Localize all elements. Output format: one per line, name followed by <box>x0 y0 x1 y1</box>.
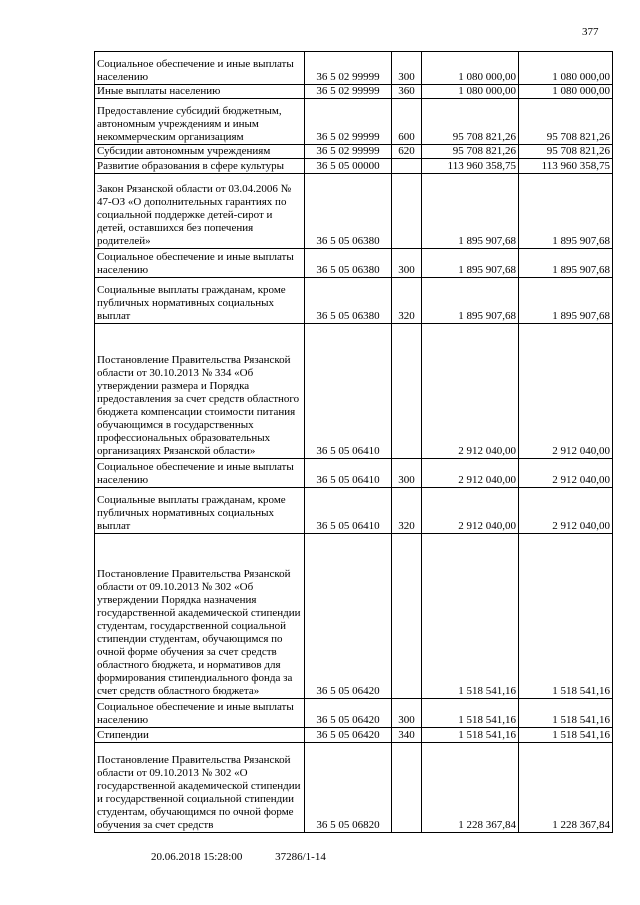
row-sum-1: 1 518 541,16 <box>422 728 519 743</box>
row-code: 36 5 05 06380 <box>305 174 392 249</box>
row-code: 36 5 05 06410 <box>305 488 392 534</box>
row-sum-1: 95 708 821,26 <box>422 99 519 145</box>
table-row <box>95 324 613 459</box>
table-row <box>95 699 613 728</box>
row-code: 36 5 05 06420 <box>305 728 392 743</box>
row-code: 36 5 02 99999 <box>305 52 392 85</box>
table-row <box>95 52 613 85</box>
row-name: Постановление Правительства Рязанской области от 30.10.2013 № 334 «Об утверждении размера и Порядка предоставления за счет средств областного бюджета компенсации стоимости питания обучающимся в государственных профессиональных образовательных организациях Рязанской области» <box>95 324 305 459</box>
row-name: Постановление Правительства Рязанской области от 09.10.2013 № 302 «О государственной академической стипендии и государственной социальной стипендии студентам, обучающимся по очной форме обучения за счет средств <box>95 743 305 833</box>
table-row <box>95 488 613 534</box>
row-sum-1: 95 708 821,26 <box>422 145 519 159</box>
row-name: Закон Рязанской области от 03.04.2006 № 47-ОЗ «О дополнительных гарантиях по социальной поддержке детей-сирот и детей, оставшихся без попечения родителей» <box>95 174 305 249</box>
row-code: 36 5 05 00000 <box>305 159 392 174</box>
table-row <box>95 534 613 699</box>
row-sum-2: 2 912 040,00 <box>519 488 613 534</box>
table-row <box>95 278 613 324</box>
row-name: Социальные выплаты гражданам, кроме публичных нормативных социальных выплат <box>95 278 305 324</box>
row-expense-type: 320 <box>392 488 422 534</box>
row-name: Постановление Правительства Рязанской области от 09.10.2013 № 302 «Об утверждении Порядка назначения государственной академической стипендии студентам, государственной социальной стипендии студентам, обучающимся по очной форме обучения за счет средств областного бюджета, и нормативов для формирования стипендиального фонда за счет средств областного бюджета» <box>95 534 305 699</box>
row-expense-type: 600 <box>392 99 422 145</box>
table-row <box>95 99 613 145</box>
row-sum-1: 1 518 541,16 <box>422 699 519 728</box>
row-sum-2: 1 228 367,84 <box>519 743 613 833</box>
row-code: 36 5 05 06380 <box>305 249 392 278</box>
row-code: 36 5 05 06410 <box>305 459 392 488</box>
row-code: 36 5 05 06820 <box>305 743 392 833</box>
row-expense-type: 340 <box>392 728 422 743</box>
row-name: Иные выплаты населению <box>95 85 305 99</box>
table-row <box>95 249 613 278</box>
row-sum-1: 1 895 907,68 <box>422 249 519 278</box>
row-expense-type: 300 <box>392 699 422 728</box>
row-sum-2: 1 518 541,16 <box>519 699 613 728</box>
row-sum-2: 113 960 358,75 <box>519 159 613 174</box>
row-sum-2: 1 895 907,68 <box>519 174 613 249</box>
row-name: Стипендии <box>95 728 305 743</box>
row-name: Социальное обеспечение и иные выплаты населению <box>95 52 305 85</box>
row-sum-2: 1 895 907,68 <box>519 278 613 324</box>
page-footer <box>151 851 326 863</box>
row-sum-2: 1 518 541,16 <box>519 728 613 743</box>
row-sum-2: 2 912 040,00 <box>519 459 613 488</box>
row-sum-1: 1 895 907,68 <box>422 278 519 324</box>
row-name: Социальные выплаты гражданам, кроме публичных нормативных социальных выплат <box>95 488 305 534</box>
row-expense-type: 360 <box>392 85 422 99</box>
row-expense-type: 300 <box>392 459 422 488</box>
row-sum-1: 2 912 040,00 <box>422 488 519 534</box>
row-sum-2: 95 708 821,26 <box>519 99 613 145</box>
table-row <box>95 85 613 99</box>
row-code: 36 5 05 06380 <box>305 278 392 324</box>
row-sum-2: 1 895 907,68 <box>519 249 613 278</box>
row-name: Развитие образования в сфере культуры <box>95 159 305 174</box>
row-name: Предоставление субсидий бюджетным, автономным учреждениям и иным некоммерческим организациям <box>95 99 305 145</box>
budget-table-body <box>95 52 613 833</box>
row-code: 36 5 05 06420 <box>305 699 392 728</box>
row-expense-type: 620 <box>392 145 422 159</box>
row-expense-type <box>392 324 422 459</box>
row-sum-2: 2 912 040,00 <box>519 324 613 459</box>
row-expense-type: 300 <box>392 52 422 85</box>
row-expense-type <box>392 159 422 174</box>
row-sum-1: 1 228 367,84 <box>422 743 519 833</box>
row-sum-1: 1 080 000,00 <box>422 52 519 85</box>
row-sum-2: 1 518 541,16 <box>519 534 613 699</box>
row-expense-type: 300 <box>392 249 422 278</box>
table-row <box>95 174 613 249</box>
row-sum-1: 1 080 000,00 <box>422 85 519 99</box>
row-code: 36 5 05 06420 <box>305 534 392 699</box>
table-row <box>95 743 613 833</box>
table-row <box>95 728 613 743</box>
row-expense-type <box>392 534 422 699</box>
row-sum-1: 1 895 907,68 <box>422 174 519 249</box>
footer-datetime: 20.06.2018 15:28:00 <box>151 851 243 863</box>
row-code: 36 5 02 99999 <box>305 145 392 159</box>
row-sum-1: 1 518 541,16 <box>422 534 519 699</box>
row-code: 36 5 02 99999 <box>305 99 392 145</box>
row-code: 36 5 02 99999 <box>305 85 392 99</box>
row-expense-type: 320 <box>392 278 422 324</box>
row-name: Социальное обеспечение и иные выплаты населению <box>95 249 305 278</box>
row-sum-2: 1 080 000,00 <box>519 52 613 85</box>
row-expense-type <box>392 743 422 833</box>
table-row <box>95 459 613 488</box>
row-name: Социальное обеспечение и иные выплаты населению <box>95 699 305 728</box>
footer-document-id: 37286/1-14 <box>275 851 326 863</box>
budget-table <box>94 51 613 833</box>
row-sum-1: 2 912 040,00 <box>422 324 519 459</box>
row-sum-2: 95 708 821,26 <box>519 145 613 159</box>
row-sum-1: 113 960 358,75 <box>422 159 519 174</box>
row-name: Субсидии автономным учреждениям <box>95 145 305 159</box>
row-name: Социальное обеспечение и иные выплаты населению <box>95 459 305 488</box>
table-row <box>95 145 613 159</box>
table-row <box>95 159 613 174</box>
row-sum-2: 1 080 000,00 <box>519 85 613 99</box>
page-number: 377 <box>582 26 599 38</box>
row-expense-type <box>392 174 422 249</box>
row-sum-1: 2 912 040,00 <box>422 459 519 488</box>
row-code: 36 5 05 06410 <box>305 324 392 459</box>
